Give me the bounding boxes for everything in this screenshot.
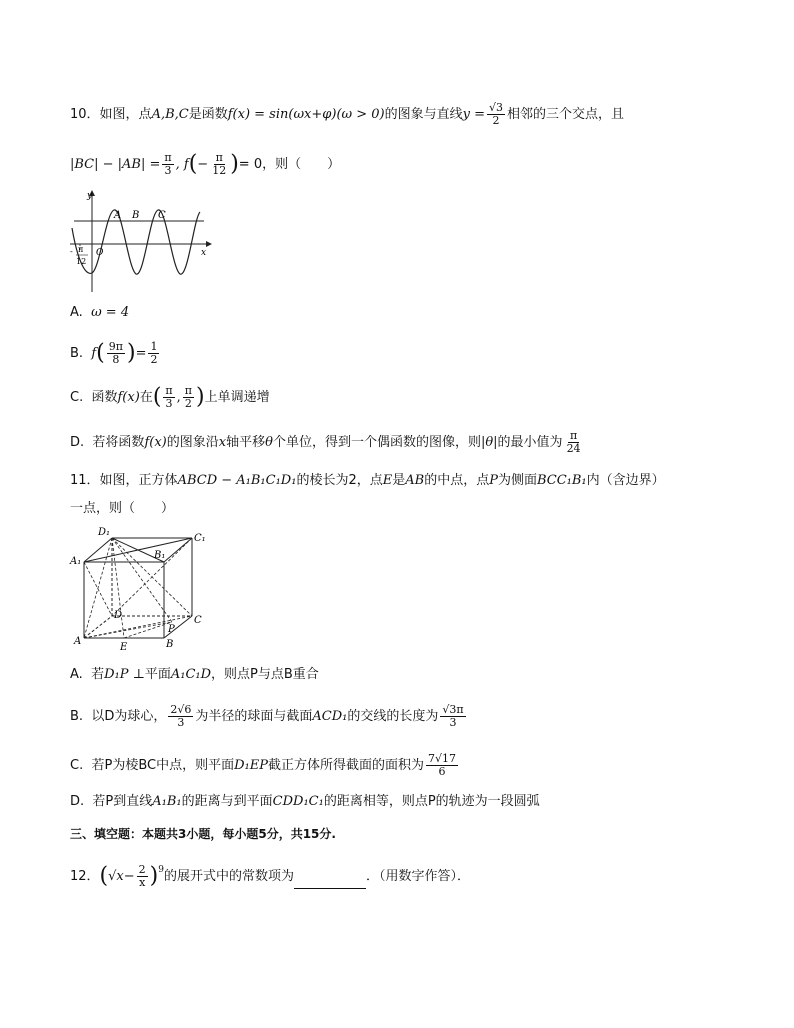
cube-label-p: P: [168, 624, 175, 635]
cube-label-b: B: [166, 639, 174, 650]
q12-number: 12．: [70, 869, 100, 884]
graph-point-c: C: [158, 210, 166, 221]
cube-label-a: A: [74, 636, 82, 647]
q11-option-d: D. 若P到直线A₁B₁的距离与到平面CDD₁C₁的距离相等，则点P的轨迹为一段圆弧: [70, 794, 540, 809]
q10-line-fraction: $\frac{√3}{2}$: [489, 101, 504, 127]
q11-option-c: C. 若P为棱BC中点，则平面D₁EP截正方体所得截面的面积为 $\frac{7√17}{6}$: [70, 752, 456, 778]
q10-option-c: C. 函数f(x)在( $\frac{\pi}{3}$ , $\frac{\pi}{2}$ )上单调递增: [70, 384, 270, 410]
q11-cube-figure: [68, 524, 208, 652]
q11-stem-line1: 11．如图，正方体ABCD − A₁B₁C₁D₁的棱长为2，点E是AB的中点，点P为侧面BCC₁B₁内（含边界）: [70, 473, 665, 488]
q10-stem-line1: 10．如图，点A,B,C是函数f(x) = sin(ωx+φ)(ω > 0)的图象与直线y = $\frac{√3}{2}$ 相邻的三个交点，且: [70, 101, 625, 127]
graph-y-label: y: [87, 191, 93, 201]
cube-label-d: D: [114, 610, 123, 621]
q10-option-a: A. ω = 4: [70, 305, 130, 320]
graph-tick-den: 12: [76, 257, 87, 266]
graph-tick-num: π: [78, 245, 84, 254]
cube-label-e: E: [120, 642, 128, 652]
graph-point-a: A: [114, 210, 122, 221]
cube-label-d1: D₁: [98, 527, 111, 538]
q11-option-b: B. 以D为球心， $\frac{2√6}{3}$ 为半径的球面与截面ACD₁的交线的长度为 $\frac{√3\pi}{3}$: [70, 703, 464, 729]
graph-origin-label: O: [96, 248, 104, 258]
svg-text:-: -: [70, 247, 73, 256]
cube-label-c1: C₁: [194, 533, 206, 544]
q10-stem-line2: |BC| − |AB| = $\frac{\pi}{3}$ , f(− $\frac{\pi}{12}$ )= 0，则（ ）: [70, 151, 341, 177]
graph-x-label: x: [201, 248, 207, 258]
q10-number: 10．: [70, 107, 100, 122]
cube-label-b1: B₁: [154, 550, 166, 561]
cube-label-a1: A₁: [70, 556, 82, 567]
q12-stem: 12．(√x− $\frac{2}{x}$ )$^9$的展开式中的常数项为 ．（用数字作答）．: [70, 863, 471, 889]
q11-option-a: A. 若D₁P ⊥平面A₁C₁D，则点P与点B重合: [70, 667, 319, 682]
q10-option-d: D. 若将函数f(x)的图象沿x轴平移θ个单位，得到一个偶函数的图像，则|θ|的最小值为 $\frac{\pi}{24}$: [70, 429, 581, 455]
answer-blank[interactable]: [294, 874, 366, 889]
section-heading: 三、填空题：本题共3小题，每小题5分，共15分.: [70, 827, 336, 841]
q11-stem-line2: 一点，则（ ）: [70, 501, 175, 516]
q10-sine-graph: [66, 188, 216, 298]
q10-option-b: B. f( $\frac{9\pi}{8}$ )= $\frac{1}{2}$: [70, 340, 158, 366]
q11-number: 11．: [70, 473, 100, 488]
cube-label-c: C: [194, 615, 202, 626]
q10-function: f(x) = sin(ωx+φ)(ω > 0): [227, 107, 385, 122]
graph-point-b: B: [132, 210, 140, 221]
